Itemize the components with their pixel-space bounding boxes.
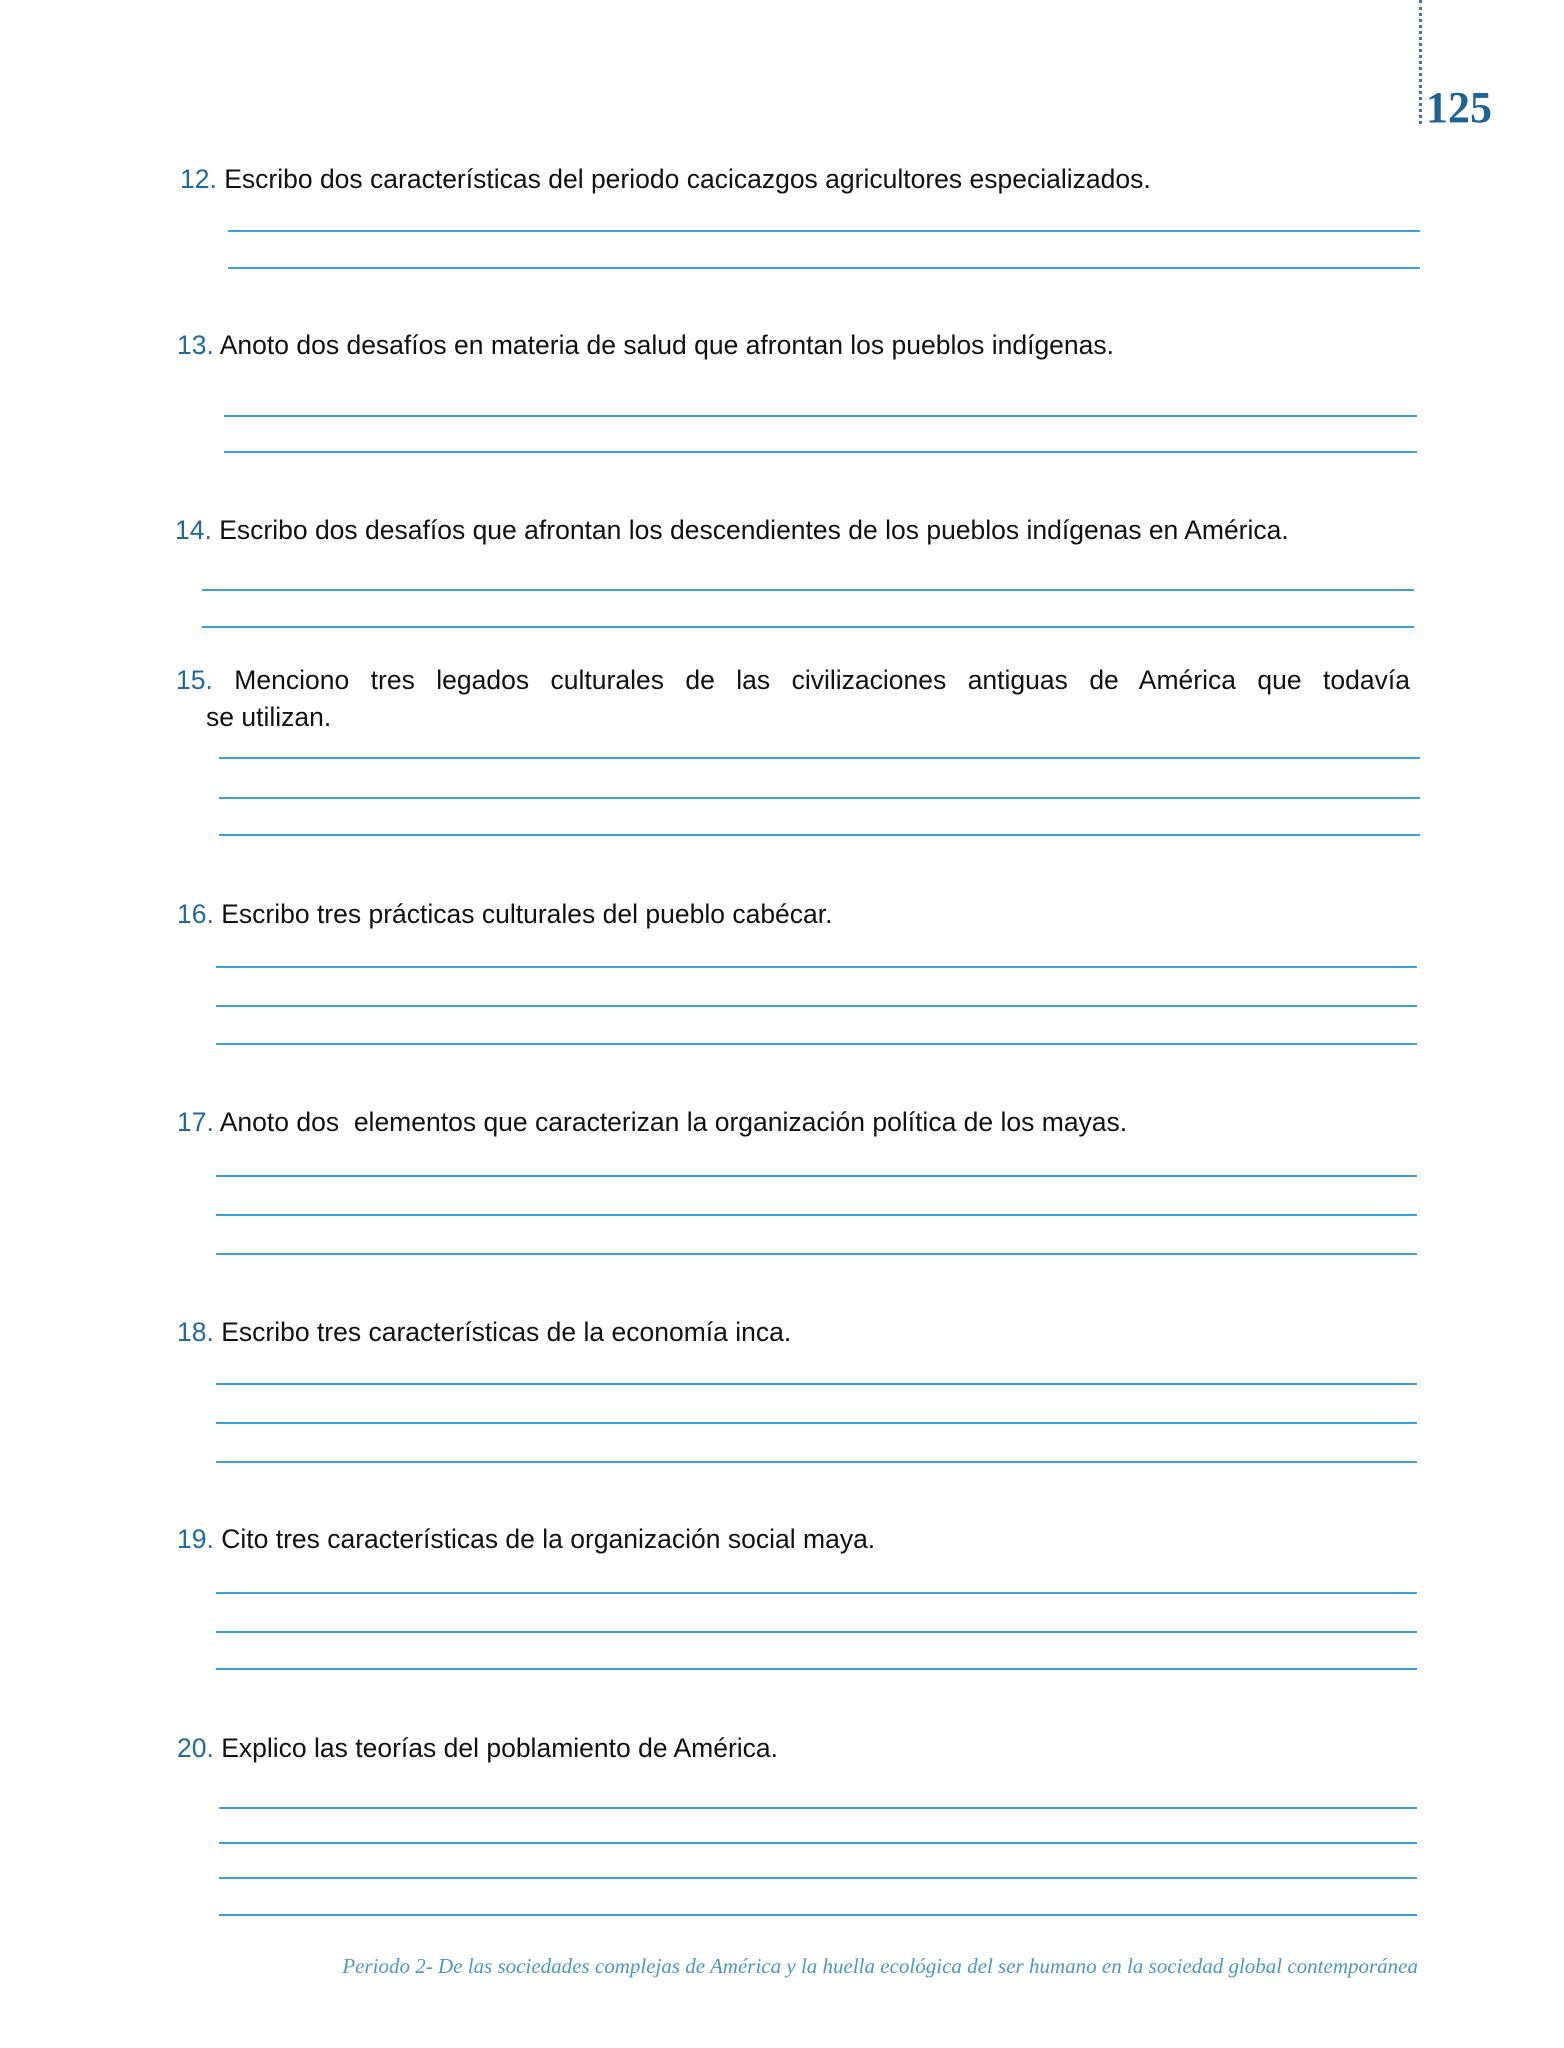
question-number: 14. <box>175 515 212 545</box>
question-number: 16. <box>177 899 214 929</box>
question-text: Escribo tres prácticas culturales del pueblo cabécar. <box>221 899 833 929</box>
answer-line[interactable] <box>216 966 1417 968</box>
question-number: 12. <box>180 164 217 194</box>
question-text: Cito tres características de la organización social maya. <box>221 1524 876 1554</box>
question-text: Anoto dos elementos que caracterizan la organización política de los mayas. <box>219 1107 1128 1137</box>
answer-line[interactable] <box>202 589 1414 591</box>
answer-line[interactable] <box>219 757 1420 759</box>
answer-line[interactable] <box>216 1253 1417 1255</box>
answer-line[interactable] <box>216 1043 1417 1045</box>
question-15-continued: se utilizan. <box>206 702 332 732</box>
question-18 <box>177 1314 791 1351</box>
question-13 <box>177 327 1114 364</box>
dotted-divider <box>1419 0 1422 124</box>
question-number: 15. <box>176 665 213 695</box>
answer-line[interactable] <box>219 1877 1417 1879</box>
answer-line[interactable] <box>219 1842 1417 1844</box>
question-text: Explico las teorías del poblamiento de América. <box>221 1733 779 1763</box>
question-19 <box>177 1521 875 1558</box>
question-number: 13. <box>177 330 214 360</box>
answer-line[interactable] <box>216 1383 1417 1385</box>
answer-line[interactable] <box>216 1631 1417 1633</box>
question-14 <box>175 512 1289 549</box>
answer-line[interactable] <box>216 1668 1417 1670</box>
question-15 <box>176 662 1410 699</box>
answer-line[interactable] <box>216 1422 1417 1424</box>
answer-line[interactable] <box>216 1592 1417 1594</box>
question-17 <box>177 1104 1127 1141</box>
answer-line[interactable] <box>224 415 1417 417</box>
answer-line[interactable] <box>216 1461 1417 1463</box>
question-text: Escribo tres características de la economía inca. <box>221 1317 792 1347</box>
answer-line[interactable] <box>216 1005 1417 1007</box>
answer-line[interactable] <box>219 834 1420 836</box>
answer-line[interactable] <box>219 1807 1417 1809</box>
question-text: Escribo dos características del periodo cacicazgos agricultores especializados. <box>224 164 1151 194</box>
answer-line[interactable] <box>219 1914 1417 1916</box>
answer-line[interactable] <box>202 626 1414 628</box>
question-number: 18. <box>177 1317 214 1347</box>
question-16 <box>177 896 833 933</box>
question-text: Anoto dos desafíos en materia de salud que afrontan los pueblos indígenas. <box>219 330 1115 360</box>
question-number: 17. <box>177 1107 214 1137</box>
answer-line[interactable] <box>216 1175 1417 1177</box>
answer-line[interactable] <box>219 797 1420 799</box>
question-text: Escribo dos desafíos que afrontan los descendientes de los pueblos indígenas en América. <box>219 515 1289 545</box>
page-number: 125 <box>1426 83 1492 132</box>
answer-line[interactable] <box>224 451 1417 453</box>
page-footer: Periodo 2- De las sociedades complejas de América y la huella ecológica del ser humano en la sociedad global contemporánea <box>342 1954 1418 1978</box>
answer-line[interactable] <box>228 230 1420 232</box>
question-text: Menciono tres legados culturales de las civilizaciones antiguas de América que todavía <box>234 665 1410 695</box>
question-20 <box>177 1730 778 1767</box>
answer-line[interactable] <box>216 1214 1417 1216</box>
answer-line[interactable] <box>228 267 1420 269</box>
question-number: 19. <box>177 1524 214 1554</box>
question-number: 20. <box>177 1733 214 1763</box>
question-12 <box>180 161 1151 198</box>
